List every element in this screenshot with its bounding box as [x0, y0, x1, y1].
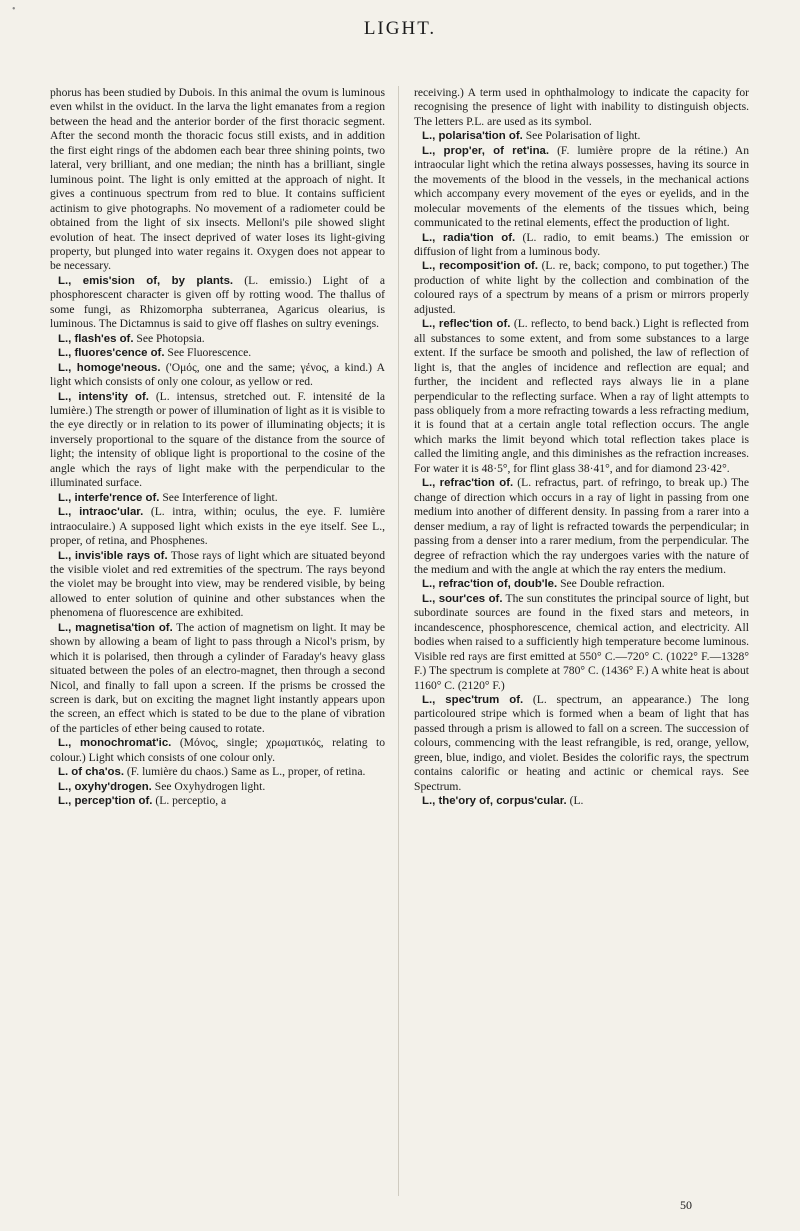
- entry-headword: L., refrac'tion of.: [422, 477, 514, 490]
- entry-headword: L., invis'ible rays of.: [58, 549, 168, 562]
- dictionary-entry: [50, 780, 385, 794]
- entry-definition: See Fluorescence.: [167, 346, 252, 360]
- entry-headword: L., percep'tion of.: [58, 795, 153, 808]
- entry-definition: (L.: [569, 794, 584, 808]
- dictionary-entry: [50, 549, 385, 621]
- dictionary-entry: [50, 794, 385, 808]
- entry-definition: (L. spectrum, an appearance.) The long particoloured stripe which is formed when a beam of light that has passed through a prism is allowed to fall on a screen. The succession of colours, commencing with the least refrangible, is red, orange, yellow, green, blue, indigo, and violet. Besides the colorific rays, the spectrum contains calorific or heating and actinic or chemical rays. See Spectrum.: [414, 693, 750, 793]
- entry-definition: (L. perceptio, a: [155, 794, 227, 808]
- entry-definition: See Oxyhydrogen light.: [154, 779, 266, 793]
- dictionary-entry: [50, 505, 385, 548]
- column-divider: [398, 86, 399, 1196]
- entry-headword: L., radia'tion of.: [422, 231, 516, 244]
- entry-headword: L., intens'ity of.: [58, 390, 149, 403]
- dictionary-entry: [50, 361, 385, 390]
- entry-definition: (L. radio, to emit beams.) The emission or diffusion of light from a luminous body.: [414, 230, 749, 258]
- entry-headword: L., flash'es of.: [58, 332, 134, 345]
- entry-definition: phorus has been studied by Dubois. In this animal the ovum is luminous even whilst in the oviduct. In the larva the light emanates from a region between the head and the anterior border of the first thoracic segment. After the second month the thoracic focus still exists, and in addition the first eight rings of the abdomen each bear three shining points, two lateral, very brilliant, and one median; the ninth has a brilliant, single luminous point. The light is only emitted at the approach of night. It gives a continuous spectrum from red to blue. It contains sufficient actinism to give photographs. No movement of a radiometer could be obtained from the light of six insects. Melloni's pile showed slight evolution of heat. The insect deprived of water loses its light-giving property, but plunged into water regains it. Oxygen does not appear to be necessary.: [50, 86, 385, 273]
- entry-headword: L., interfe'rence of.: [58, 491, 160, 504]
- entry-headword: L., prop'er, of ret'ina.: [422, 144, 550, 157]
- entry-definition: (L. reflecto, to bend back.) Light is reflected from all substances to some extent, and from some substances to a large extent. If the surface be smooth and polished, the law of reflection of light is, that the angles of incidence and reflection are equal; and further, the incident and reflected rays always lie in a plane perpendicular to the reflecting surface. When a ray of light attempts to pass obliquely from a more refracting towards a less refracting medium, it is found that at a certain angle total reflection occurs. The angle which marks the limit beyond which total reflection takes place is called the limiting angle, and this diminishes as the refraction increases. For water it is 48·5°, for flint glass 38·41°, and for diamond 23·42°.: [414, 317, 750, 475]
- dictionary-entry: [50, 491, 385, 505]
- page-mark: •: [12, 4, 16, 15]
- dictionary-entry: [414, 129, 749, 143]
- dictionary-entry: [50, 621, 385, 737]
- entry-headword: L., sour'ces of.: [422, 592, 503, 605]
- entry-headword: L., fluores'cence of.: [58, 347, 165, 360]
- entry-definition: (L. re, back; compono, to put together.) The production of white light by the collection and combination of the coloured rays of a spectrum by means of a prism or mirrors properly adjusted.: [414, 259, 749, 316]
- dictionary-entry: [50, 332, 385, 346]
- entry-definition: (F. lumière propre de la rétine.) An intraocular light which the retina always possesses, having its source in the movements of the blood in the vessels, in the mechanical actions which accompany every movement of the eyes or eyelids, and in the molecular movements of the elements of the tissues which, being communicated to the retinal elements, effect the production of light.: [414, 143, 749, 230]
- entry-headword: L., emis'sion of, by plants.: [58, 274, 234, 287]
- entry-headword: L., spec'trum of.: [422, 694, 524, 707]
- dictionary-entry: [414, 577, 749, 591]
- entry-definition: (L. emissio.) Light of a phosphorescent character is given off by rotting wood. The thallus of some fungi, as Rhizomorpha subterranea, Agaricus olearius, is luminous. The Dictamnus is said to give off flashes on sultry evenings.: [50, 273, 385, 331]
- right-column: [414, 86, 749, 809]
- dictionary-entry: [414, 231, 749, 260]
- page-title: LIGHT.: [363, 18, 437, 39]
- dictionary-entry: [414, 794, 749, 808]
- entry-definition: The sun constitutes the principal source of light, but subordinate sources are found in the fixed stars and meteors, in incandescence, phosphorescence, chemical action, and electricity. All bodies when raised to a sufficiently high temperature become luminous. Visible red rays are first emitted at 550° C.—720° C. (1022° F.—1328° F.) The spectrum is complete at 780° C. (1436° F.) A white heat is about 1160° C. (2120° F.): [414, 591, 749, 692]
- entry-definition: (Μόνος, single; χρωματικός, relating to colour.) Light which consists of one colour only.: [50, 736, 385, 764]
- dictionary-entry: [50, 274, 385, 332]
- dictionary-entry: [414, 476, 749, 577]
- entry-definition: The action of magnetism on light. It may be shown by allowing a beam of light to pass through a Nicol's prism, by which it is polarised, then through a cylinder of Faraday's heavy glass situated between the poles of an electro-magnet, then through a second Nicol, and finally to fall upon a screen. If the prisms be crossed the screen is dark, but on exciting the magnet light instantly appears upon the screen, an effect which is stated to be due to the plane of vibration of the particles of ether being caused to rotate.: [50, 620, 385, 735]
- entry-headword: L., magnetisa'tion of.: [58, 621, 173, 634]
- entry-headword: L., oxyhy'drogen.: [58, 780, 152, 793]
- dictionary-entry: [414, 144, 749, 231]
- entry-definition: receiving.) A term used in ophthalmology to indicate the capacity for recognising the presence of light with inability to distinguish objects. The letters P.L. are used as its symbol.: [414, 86, 749, 128]
- dictionary-entry: [50, 390, 385, 491]
- entry-headword: L. of cha'os.: [58, 766, 124, 779]
- page-number: 50: [680, 1198, 692, 1212]
- entry-definition: See Photopsia.: [136, 331, 205, 345]
- dictionary-entry: [414, 317, 749, 476]
- dictionary-entry: [414, 259, 749, 317]
- dictionary-entry: [414, 693, 749, 794]
- entry-headword: L., intraoc'ular.: [58, 506, 144, 519]
- entry-definition: See Polarisation of light.: [525, 129, 641, 143]
- left-column: [50, 86, 385, 809]
- entry-definition: See Double refraction.: [560, 577, 665, 591]
- entry-headword: L., refrac'tion of, doub'le.: [422, 578, 558, 591]
- dictionary-entry: [50, 346, 385, 360]
- entry-headword: L., recomposit'ion of.: [422, 260, 539, 273]
- entry-definition: See Interference of light.: [162, 490, 278, 504]
- dictionary-entry: [50, 736, 385, 765]
- entry-definition: ('Ομός, one and the same; γένος, a kind.) A light which consists of only one colour, as yellow or red.: [50, 360, 385, 389]
- dictionary-entry: [414, 86, 749, 129]
- entry-headword: L., the'ory of, corpus'cular.: [422, 795, 567, 808]
- dictionary-entry: [414, 592, 749, 693]
- dictionary-entry: [50, 765, 385, 779]
- dictionary-entry: [50, 86, 385, 274]
- entry-headword: L., homoge'neous.: [58, 361, 161, 374]
- entry-definition: Those rays of light which are situated beyond the visible violet and red extremities of the spectrum. The rays beyond the violet may be brought into view, may be rendered visible, by being allowed to enter solution of quinine and other substances when the phenomena of fluorescence are exhibited.: [50, 548, 385, 620]
- entry-headword: L., polarisa'tion of.: [422, 130, 523, 143]
- entry-definition: (L. intra, within; oculus, the eye. F. lumière intraoculaire.) A supposed light which exists in the eye itself. See L., proper, of retina, and Phosphenes.: [50, 505, 385, 548]
- entry-definition: (L. refractus, part. of refringo, to break up.) The change of direction which occurs in a ray of light in passing from one medium into another of different density. In passing from a rarer into a denser medium, a ray of light is refracted towards the perpendicular; in passing from a denser into a rarer medium, from the perpendicular. The degree of refraction which the ray undergoes varies with the nature of the medium and with the angle at which the ray enters the medium.: [414, 476, 749, 576]
- entry-definition: (F. lumière du chaos.) Same as L., proper, of retina.: [126, 765, 366, 779]
- entry-headword: L., reflec'tion of.: [422, 318, 511, 331]
- entry-definition: (L. intensus, stretched out. F. intensité de la lumière.) The strength or power of illumination of light as it is visible to the eye directly or in relation to its power of illuminating objects; it is inversely proportional to the square of the distance from the source of light; the intensity of oblique light is proportional to the cosine of the angle which the rays of light make with the perpendicular to the illuminated surface.: [50, 389, 385, 490]
- entry-headword: L., monochromat'ic.: [58, 737, 172, 750]
